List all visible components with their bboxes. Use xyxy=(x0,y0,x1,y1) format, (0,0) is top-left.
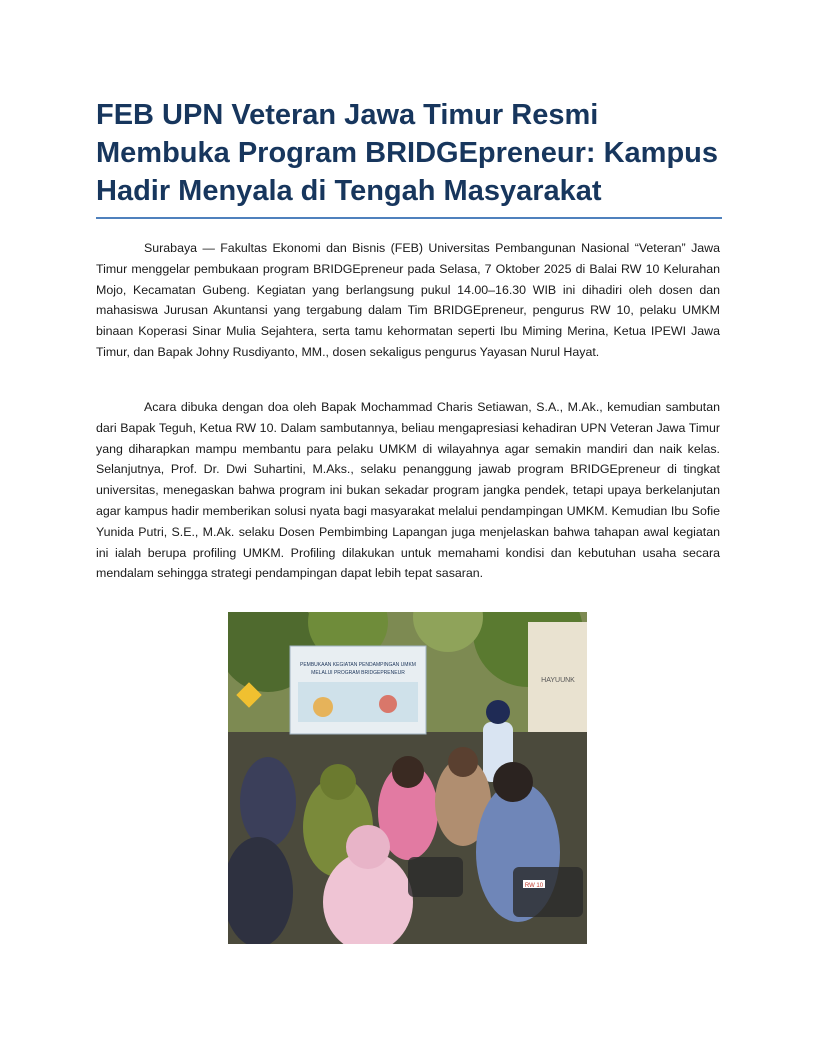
event-photo xyxy=(228,612,587,944)
banner-line2: MELALUI PROGRAM BRIDGEPRENEUR xyxy=(311,670,405,676)
paragraph-1: Surabaya — Fakultas Ekonomi dan Bisnis (FEB) Universitas Pembangunan Nasional “Veteran” Jawa Timur menggelar pembukaan program BRIDGEpreneur pada Selasa, 7 Oktober 2025 di Balai RW 10 Kelurahan Mojo, Kecamatan Gubeng. Kegiatan yang berlangsung pukul 14.00–16.30 WIB ini dihadiri oleh dosen dan mahasiswa Jurusan Akuntansi yang tergabung dalam Tim BRIDGEpreneur, pengurus RW 10, pelaku UMKM binaan Koperasi Sinar Mulia Sejahtera, serta tamu kehormatan seperti Ibu Miming Merina, Ketua IPEWI Jawa Timur, dan Bapak Johny Rusdiyanto, MM., dosen sekaligus pengurus Yayasan Nurul Hayat. xyxy=(96,241,720,359)
article-title: FEB UPN Veteran Jawa Timur Resmi Membuka Program BRIDGEpreneur: Kampus Hadir Menyala di Tengah Masyarakat xyxy=(96,99,719,207)
chair-sign-text: RW 10 xyxy=(524,883,544,889)
side-sign-text: HAYUUNK xyxy=(541,677,575,684)
paragraph-2: Acara dibuka dengan doa oleh Bapak Mochammad Charis Setiawan, S.A., M.Ak., kemudian sambutan dari Bapak Teguh, Ketua RW 10. Dalam sambutannya, beliau mengapresiasi kehadiran UPN Veteran Jawa Timur yang diharapkan mampu membantu para pelaku UMKM di wilayahnya agar semakin mandiri dan naik kelas. Selanjutnya, Prof. Dr. Dwi Suhartini, M.Aks., selaku penanggung jawab program BRIDGEpreneur di tingkat universitas, menegaskan bahwa program ini bukan sekadar program jangka pendek, tetapi upaya berkelanjutan agar kampus hadir memberikan solusi nyata bagi masyarakat melalui pendampingan UMKM. Kemudian Ibu Sofie Yunida Putri, S.E., M.Ak. selaku Dosen Pembimbing Lapangan juga menjelaskan bahwa tahapan awal kegiatan ini ialah berupa profiling UMKM. Profiling dilakukan untuk memahami kondisi dan kebutuhan usaha secara mendalam sehingga strategi pendampingan dapat lebih tepat sasaran. xyxy=(96,400,720,581)
banner-line1: PEMBUKAAN KEGIATAN PENDAMPINGAN UMKM xyxy=(300,662,416,668)
title-underline xyxy=(96,217,722,219)
